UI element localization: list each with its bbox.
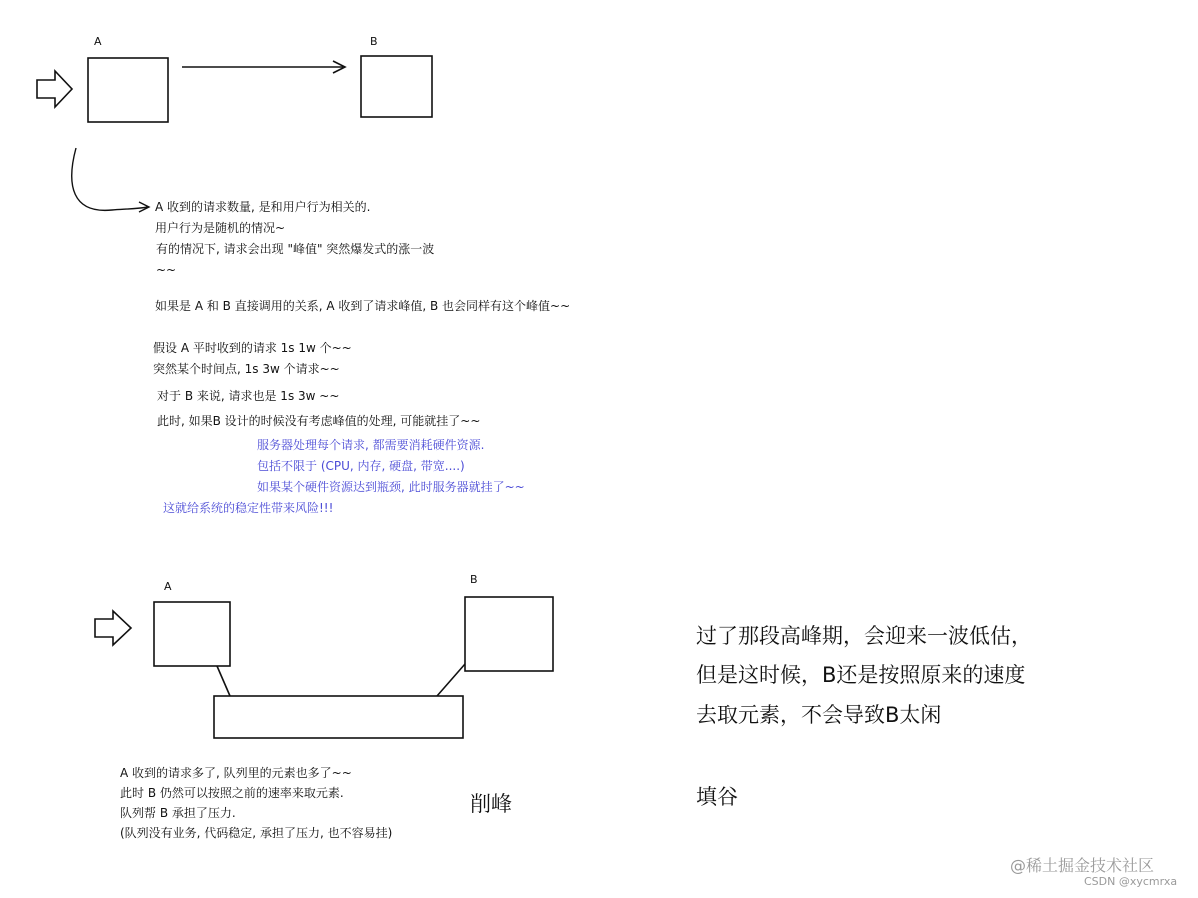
valley-text-line: 去取元素，不会导致B太闲	[696, 703, 942, 727]
queue-note-line: 队列帮 B 承担了压力.	[120, 806, 236, 820]
box-a-bottom	[154, 602, 230, 666]
valley-text-line: 过了那段高峰期，会迎来一波低估，	[696, 624, 1032, 648]
note-line: A 收到的请求数量, 是和用户行为相关的.	[155, 200, 371, 214]
risk-note-line: 这就给系统的稳定性带来风险!!!	[163, 501, 334, 515]
note-line: 有的情况下, 请求会出现 "峰值" 突然爆发式的涨一波	[156, 242, 435, 256]
note-line: 如果是 A 和 B 直接调用的关系, A 收到了请求峰值, B 也会同样有这个峰值~~	[155, 299, 571, 313]
queue-note-line: A 收到的请求多了, 队列里的元素也多了~~	[120, 766, 352, 780]
connector-a-queue	[217, 666, 230, 696]
box-a-top	[88, 58, 168, 122]
label-a-top: A	[94, 35, 102, 48]
label-a-bottom: A	[164, 580, 172, 593]
valley-filling-label: 填谷	[696, 785, 738, 809]
note-line: 对于 B 来说, 请求也是 1s 3w ~~	[157, 389, 340, 403]
note-line: 假设 A 平时收到的请求 1s 1w 个~~	[153, 341, 352, 355]
curved-pointer-arrow	[72, 148, 148, 210]
box-b-top	[361, 56, 432, 117]
resource-note-line: 如果某个硬件资源达到瓶颈, 此时服务器就挂了~~	[257, 480, 525, 494]
label-b-bottom: B	[470, 573, 478, 586]
box-b-bottom	[465, 597, 553, 671]
input-arrow-bottom-icon	[95, 611, 131, 645]
resource-note-line: 服务器处理每个请求, 都需要消耗硬件资源.	[257, 438, 485, 452]
valley-text-line: 但是这时候，B还是按照原来的速度	[696, 663, 1026, 687]
queue-box	[214, 696, 463, 738]
peak-shaving-label: 削峰	[470, 792, 512, 816]
connector-queue-b	[437, 664, 465, 696]
note-line: ~~	[156, 263, 177, 277]
queue-note-line: 此时 B 仍然可以按照之前的速率来取元素.	[120, 786, 344, 800]
input-arrow-icon	[37, 71, 72, 107]
watermark-juejin: @稀土掘金技术社区	[1010, 856, 1155, 875]
note-line: 突然某个时间点, 1s 3w 个请求~~	[153, 362, 340, 376]
label-b-top: B	[370, 35, 378, 48]
resource-note-line: 包括不限于 (CPU, 内存, 硬盘, 带宽....)	[257, 459, 465, 473]
note-line: 此时, 如果B 设计的时候没有考虑峰值的处理, 可能就挂了~~	[157, 414, 481, 428]
queue-note-line: (队列没有业务, 代码稳定, 承担了压力, 也不容易挂)	[120, 826, 393, 840]
note-line: 用户行为是随机的情况~	[155, 221, 286, 235]
watermark-csdn: CSDN @xycmrxa	[1084, 875, 1178, 888]
